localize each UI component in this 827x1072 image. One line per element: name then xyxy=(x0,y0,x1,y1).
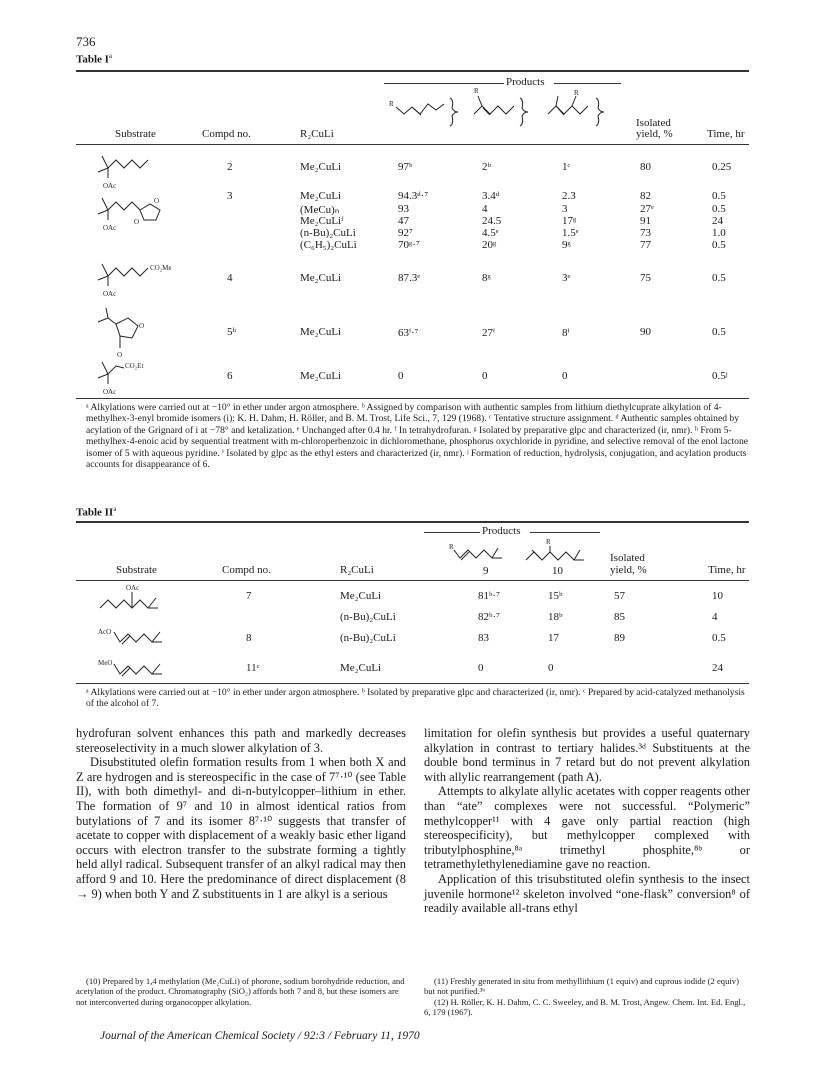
table2-substrate7-structure xyxy=(96,582,176,612)
table2-cell-p1: 81ᵇ·⁷ xyxy=(478,590,500,602)
svg-text:CO₂Et: CO₂Et xyxy=(125,362,144,370)
page-number: 736 xyxy=(76,34,96,49)
table1-cell-compd: 3 xyxy=(227,190,233,202)
table1-cell-compd: 6 xyxy=(227,370,233,382)
table2-bottom-rule xyxy=(76,683,749,684)
table2-cell-yield: 57 xyxy=(614,590,625,602)
table1-cell-p1: 47 xyxy=(398,215,409,227)
reference-10: (10) Prepared by 1,4 methylation (Me₂CuLi) of phorone, sodium borohydride reduction, and acetylation of the product. Chromatography (SiO₂) affords both 7 and 8, but these isomers are not interconverted during organocopper alkylation. xyxy=(76,976,405,1007)
table2-header-substrate: Substrate xyxy=(116,564,157,576)
table1-cell-reagent: Me₂CuLi xyxy=(300,190,342,202)
table1-substrate2-structure xyxy=(96,150,176,194)
table1-cell-p3: 9ᵍ xyxy=(562,239,571,251)
table2-header-reagent: R₂CuLi xyxy=(340,564,374,576)
table1-cell-p2: 4 xyxy=(482,203,488,215)
table2-cell-time: 4 xyxy=(712,611,718,623)
table1-cell-p1: 92⁷ xyxy=(398,227,413,239)
table2-cell-p1: 82ᵇ·⁷ xyxy=(478,611,500,623)
svg-text:OAc: OAc xyxy=(103,224,117,232)
table1-cell-time: 0.5 xyxy=(712,272,726,284)
table2-cell-p2: 0 xyxy=(548,662,554,674)
table1-product3-structure xyxy=(544,84,610,130)
table1-footnote: ᵃ Alkylations were carried out at −10° in ether under argon atmosphere. ᵇ Assigned by comparison with authentic samples from lithium diethylcuprate alkylation of 4-methylhex-3-enyl bromide isomers (i): K. H. Dahm, H. Röller, and B. M. Trost, Life Sci., 7, 129 (1968). ᶜ Tentative structure assignment. ᵈ Authentic samples obtained by acylation of the Grignard of i at −78° and ketalization. ᵉ Unchanged after 0.4 hr. ᶠ In tetrahydrofuran. ᵍ Isolated by preparative glpc and characterized (ir, nmr). ʰ From 5-methylhex-4-enoic acid by sequential treatment with m-chloroperbenzoic in dichloromethane, phosphorus oxychloride in pyridine, and selective removal of the enol lactone isomer of 5 with aqueous pyridine. ⁱ Isolated by glpc as the ethyl esters and characterized (ir, nmr). ʲ Formation of reduction, hydrolysis, conjugation, and acylation products accounts for disappearance of 6. xyxy=(86,402,749,471)
table1-cell-p3: 1.5ᵉ xyxy=(562,227,579,239)
table2-product10-structure xyxy=(522,536,588,564)
table2-cell-p2: 17 xyxy=(548,632,559,644)
table1-product1-structure xyxy=(388,92,460,132)
body-left-paragraph-1: hydrofuran solvent enhances this path and markedly decreases stereoselectivity in a much slower alkylation of 3. xyxy=(76,726,406,755)
table1-cell-time: 24 xyxy=(712,215,723,227)
table1-cell-compd: 4 xyxy=(227,272,233,284)
table2-cell-yield: 89 xyxy=(614,632,625,644)
table1-cell-p2: 0 xyxy=(482,370,488,382)
table1-cell-time: 1.0 xyxy=(712,227,726,239)
table2-cell-p1: 83 xyxy=(478,632,489,644)
body-right-column xyxy=(424,726,750,916)
svg-text:R: R xyxy=(474,87,479,95)
svg-text:OAc: OAc xyxy=(103,182,117,190)
table2-cell-time: 0.5 xyxy=(712,632,726,644)
table1-cell-yield: 77 xyxy=(640,239,651,251)
table1-cell-time: 0.5 xyxy=(712,190,726,202)
table2-cell-yield: 85 xyxy=(614,611,625,623)
svg-text:AcO: AcO xyxy=(98,628,112,636)
table1-header-time: Time, hr xyxy=(707,128,745,140)
table2-substrate8-structure xyxy=(96,622,176,652)
table1-cell-reagent: Me₂CuLi xyxy=(300,161,342,173)
table1-cell-yield: 91 xyxy=(640,215,651,227)
table1-cell-p1: 70ᵍ·⁷ xyxy=(398,239,420,251)
body-left-paragraph-2: Disubstituted olefin formation results from 1 when both X and Z are hydrogen and is stereospecific in the case of 7⁷·¹⁰ (see Table II), with both dimethyl- and di-n-butylcopper–lithium in ether. The formation of 9⁷ and 10 in almost identical ratios from butylations of 7 and its isomer 8⁷·¹⁰ suggests that transfer of acetate to copper with displacement of a weakly basic ether ligand occurs with electron transfer to the substrate forming a tightly held allyl radical. Subsequent transfer of an alkyl radical may then afford 9 and 10. Here the predominance of direct displacement (8 → 9) when both Y and Z substituents in 1 are alkyl is a serious xyxy=(76,755,406,901)
svg-text:OAc: OAc xyxy=(126,584,140,592)
table2-cell-compd: 8 xyxy=(246,632,252,644)
references-right xyxy=(424,976,750,1017)
svg-text:R: R xyxy=(574,89,579,97)
table1-cell-p2: 4.5ᵉ xyxy=(482,227,499,239)
table1-cell-p3: 17ᵍ xyxy=(562,215,577,227)
table1-cell-p2: 8ᵍ xyxy=(482,272,491,284)
table2-cell-time: 24 xyxy=(712,662,723,674)
table2-cell-reagent: Me₂CuLi xyxy=(340,590,382,602)
table1-cell-p2: 27ⁱ xyxy=(482,327,495,339)
table2-products-line-left xyxy=(424,532,480,533)
journal-footer: Journal of the American Chemical Society / 92:3 / February 11, 1970 xyxy=(100,1030,420,1042)
svg-text:OAc: OAc xyxy=(103,290,117,298)
table1-cell-p2: 20ᵍ xyxy=(482,239,497,251)
table1-cell-compd: 5ʰ xyxy=(227,326,237,338)
table1-cell-p3: 8ⁱ xyxy=(562,327,570,339)
table2-cell-compd: 11ᶜ xyxy=(246,662,260,674)
table1-cell-p1: 87.3ᵉ xyxy=(398,272,421,284)
table1-bottom-rule xyxy=(76,398,749,399)
body-right-paragraph-2: Attempts to alkylate allylic acetates with copper reagents other than “ate” complexes were not successful. “Polymeric” methylcopper¹¹ with 4 gave only partial reaction (high stereospecificity), but methylcopper complexed with tributylphosphine,⁸ᵃ trimethyl phosphite,⁸ᵇ or tetramethylethylenediamine gave no reaction. xyxy=(424,784,750,872)
svg-text:R: R xyxy=(389,100,394,108)
table2-header-time: Time, hr xyxy=(708,564,746,576)
table1-header-yield: yield, % xyxy=(636,128,673,140)
table1-cell-yield: 82 xyxy=(640,190,651,202)
table1-cell-yield: 90 xyxy=(640,326,651,338)
table2-header-compd: Compd no. xyxy=(222,564,271,576)
table2-header-p9: 9 xyxy=(483,565,489,577)
table2-header-isolated: Isolated xyxy=(610,552,645,564)
svg-text:O: O xyxy=(139,322,145,330)
table2-label: Table $II^a$ xyxy=(76,505,117,519)
table1-cell-reagent: (C₆H₅)₂CuLi xyxy=(300,239,357,251)
table2-cell-reagent: Me₂CuLi xyxy=(340,662,382,674)
table2-cell-time: 10 xyxy=(712,590,723,602)
table2-products-header: Products xyxy=(482,525,521,537)
svg-text:O: O xyxy=(117,351,123,359)
svg-text:R: R xyxy=(449,543,454,551)
table2-footnote: ᵃ Alkylations were carried out at −10° in ether under argon atmosphere. ᵇ Isolated by preparative glpc and characterized (ir, nmr). ᶜ Prepared by acid-catalyzed methanolysis of the alcohol of 7. xyxy=(86,687,745,710)
table1-cell-reagent: Me₂CuLi xyxy=(300,326,342,338)
table2-cell-reagent: (n-Bu)₂CuLi xyxy=(340,611,396,623)
svg-text:MeO: MeO xyxy=(98,659,113,667)
table1-substrate4-structure xyxy=(96,258,196,304)
table1-cell-p1: 0 xyxy=(398,370,404,382)
table1-cell-yield: 27ᵉ xyxy=(640,203,654,215)
table1-substrate6-structure xyxy=(96,354,176,402)
table1-cell-reagent: Me₂CuLi xyxy=(300,370,342,382)
table2-cell-reagent: (n-Bu)₂CuLi xyxy=(340,632,396,644)
references-left xyxy=(76,976,406,1007)
table1-cell-yield: 75 xyxy=(640,272,651,284)
table1-cell-p1: 97ᵇ xyxy=(398,161,413,173)
table2-header-p10: 10 xyxy=(552,565,563,577)
table1-cell-time: 0.5 xyxy=(712,239,726,251)
body-left-column xyxy=(76,726,406,901)
table2-cell-p2: 18ᵇ xyxy=(548,611,563,623)
svg-text:O: O xyxy=(154,197,160,205)
table1-cell-p1: 93 xyxy=(398,203,409,215)
table1-top-rule xyxy=(76,70,749,72)
table1-cell-time: 0.25 xyxy=(712,161,732,173)
table1-cell-time: 0.5 xyxy=(712,326,726,338)
svg-text:CO₂Me: CO₂Me xyxy=(150,264,172,272)
table1-cell-reagent: Me₂CuLiᶠ xyxy=(300,215,344,227)
table2-substrate11-structure xyxy=(96,654,176,682)
table2-header-rule xyxy=(76,580,749,581)
svg-text:OAc: OAc xyxy=(103,388,117,396)
table1-cell-reagent: Me₂CuLi xyxy=(300,272,342,284)
table1-cell-compd: 2 xyxy=(227,161,233,173)
table1-header-substrate: Substrate xyxy=(115,128,156,140)
table1-header-reagent: R₂CuLi xyxy=(300,128,334,140)
table1-cell-p2: 24.5 xyxy=(482,215,502,227)
body-right-paragraph-1: limitation for olefin synthesis but provides a useful quaternary alkylation in contrast to tertiary halides.³ᵈ Substituents at the double bond terminus in 7 retard but do not prevent alkylation with allylic rearrangement (path A). xyxy=(424,726,750,784)
table2-header-yield: yield, % xyxy=(610,564,647,576)
table1-header-isolated: Isolated xyxy=(636,117,671,129)
table1-label: Table $I^a$ xyxy=(76,52,113,66)
table1-cell-yield: 80 xyxy=(640,161,651,173)
table1-cell-p1: 94.3ᵈ·⁷ xyxy=(398,190,429,202)
table2-cell-p1: 0 xyxy=(478,662,484,674)
table1-cell-p3: 0 xyxy=(562,370,568,382)
table2-cell-p2: 15ᵇ xyxy=(548,590,563,602)
reference-11: (11) Freshly generated in situ from methyllithium (1 equiv) and cuprous iodide (2 equiv) but not purified.³ᵇ xyxy=(424,976,739,997)
table1-header-compd: Compd no. xyxy=(202,128,251,140)
svg-text:R: R xyxy=(546,538,551,546)
table2-top-rule xyxy=(76,521,749,523)
table1-cell-time: 0.5ʲ xyxy=(712,370,728,382)
table1-cell-reagent: (n-Bu)₂CuLi xyxy=(300,227,356,239)
table1-cell-reagent: (MeCu)ₙ xyxy=(300,204,340,216)
table1-cell-p3: 3 xyxy=(562,203,568,215)
table1-products-header: Products xyxy=(506,76,545,88)
table1-cell-time: 0.5 xyxy=(712,203,726,215)
table1-cell-p3: 1ᶜ xyxy=(562,161,571,173)
table1-cell-p3: 2.3 xyxy=(562,190,576,202)
table1-product2-structure xyxy=(470,84,534,130)
body-right-paragraph-3: Application of this trisubstituted olefin synthesis to the insect juvenile hormone¹² skeleton involved “one-flask” conversion⁸ of readily available all-trans ethyl xyxy=(424,871,750,916)
table2-products-line-right xyxy=(530,532,600,533)
table1-substrate3-structure xyxy=(92,190,188,250)
table1-header-rule xyxy=(76,144,749,145)
table1-cell-p2: 2ᵇ xyxy=(482,161,491,173)
table1-cell-p1: 63ⁱ·⁷ xyxy=(398,327,419,339)
table2-product9-structure xyxy=(448,540,508,564)
table1-cell-p3: 3ᵉ xyxy=(562,272,571,284)
table2-cell-compd: 7 xyxy=(246,590,252,602)
table1-cell-yield: 73 xyxy=(640,227,651,239)
table1-cell-p2: 3.4ᵈ xyxy=(482,190,500,202)
svg-text:O: O xyxy=(134,218,140,226)
reference-12: (12) H. Röller, K. H. Dahm, C. C. Sweeley, and B. M. Trost, Angew. Chem. Int. Ed. Engl., 6, 179 (1967). xyxy=(424,996,746,1017)
